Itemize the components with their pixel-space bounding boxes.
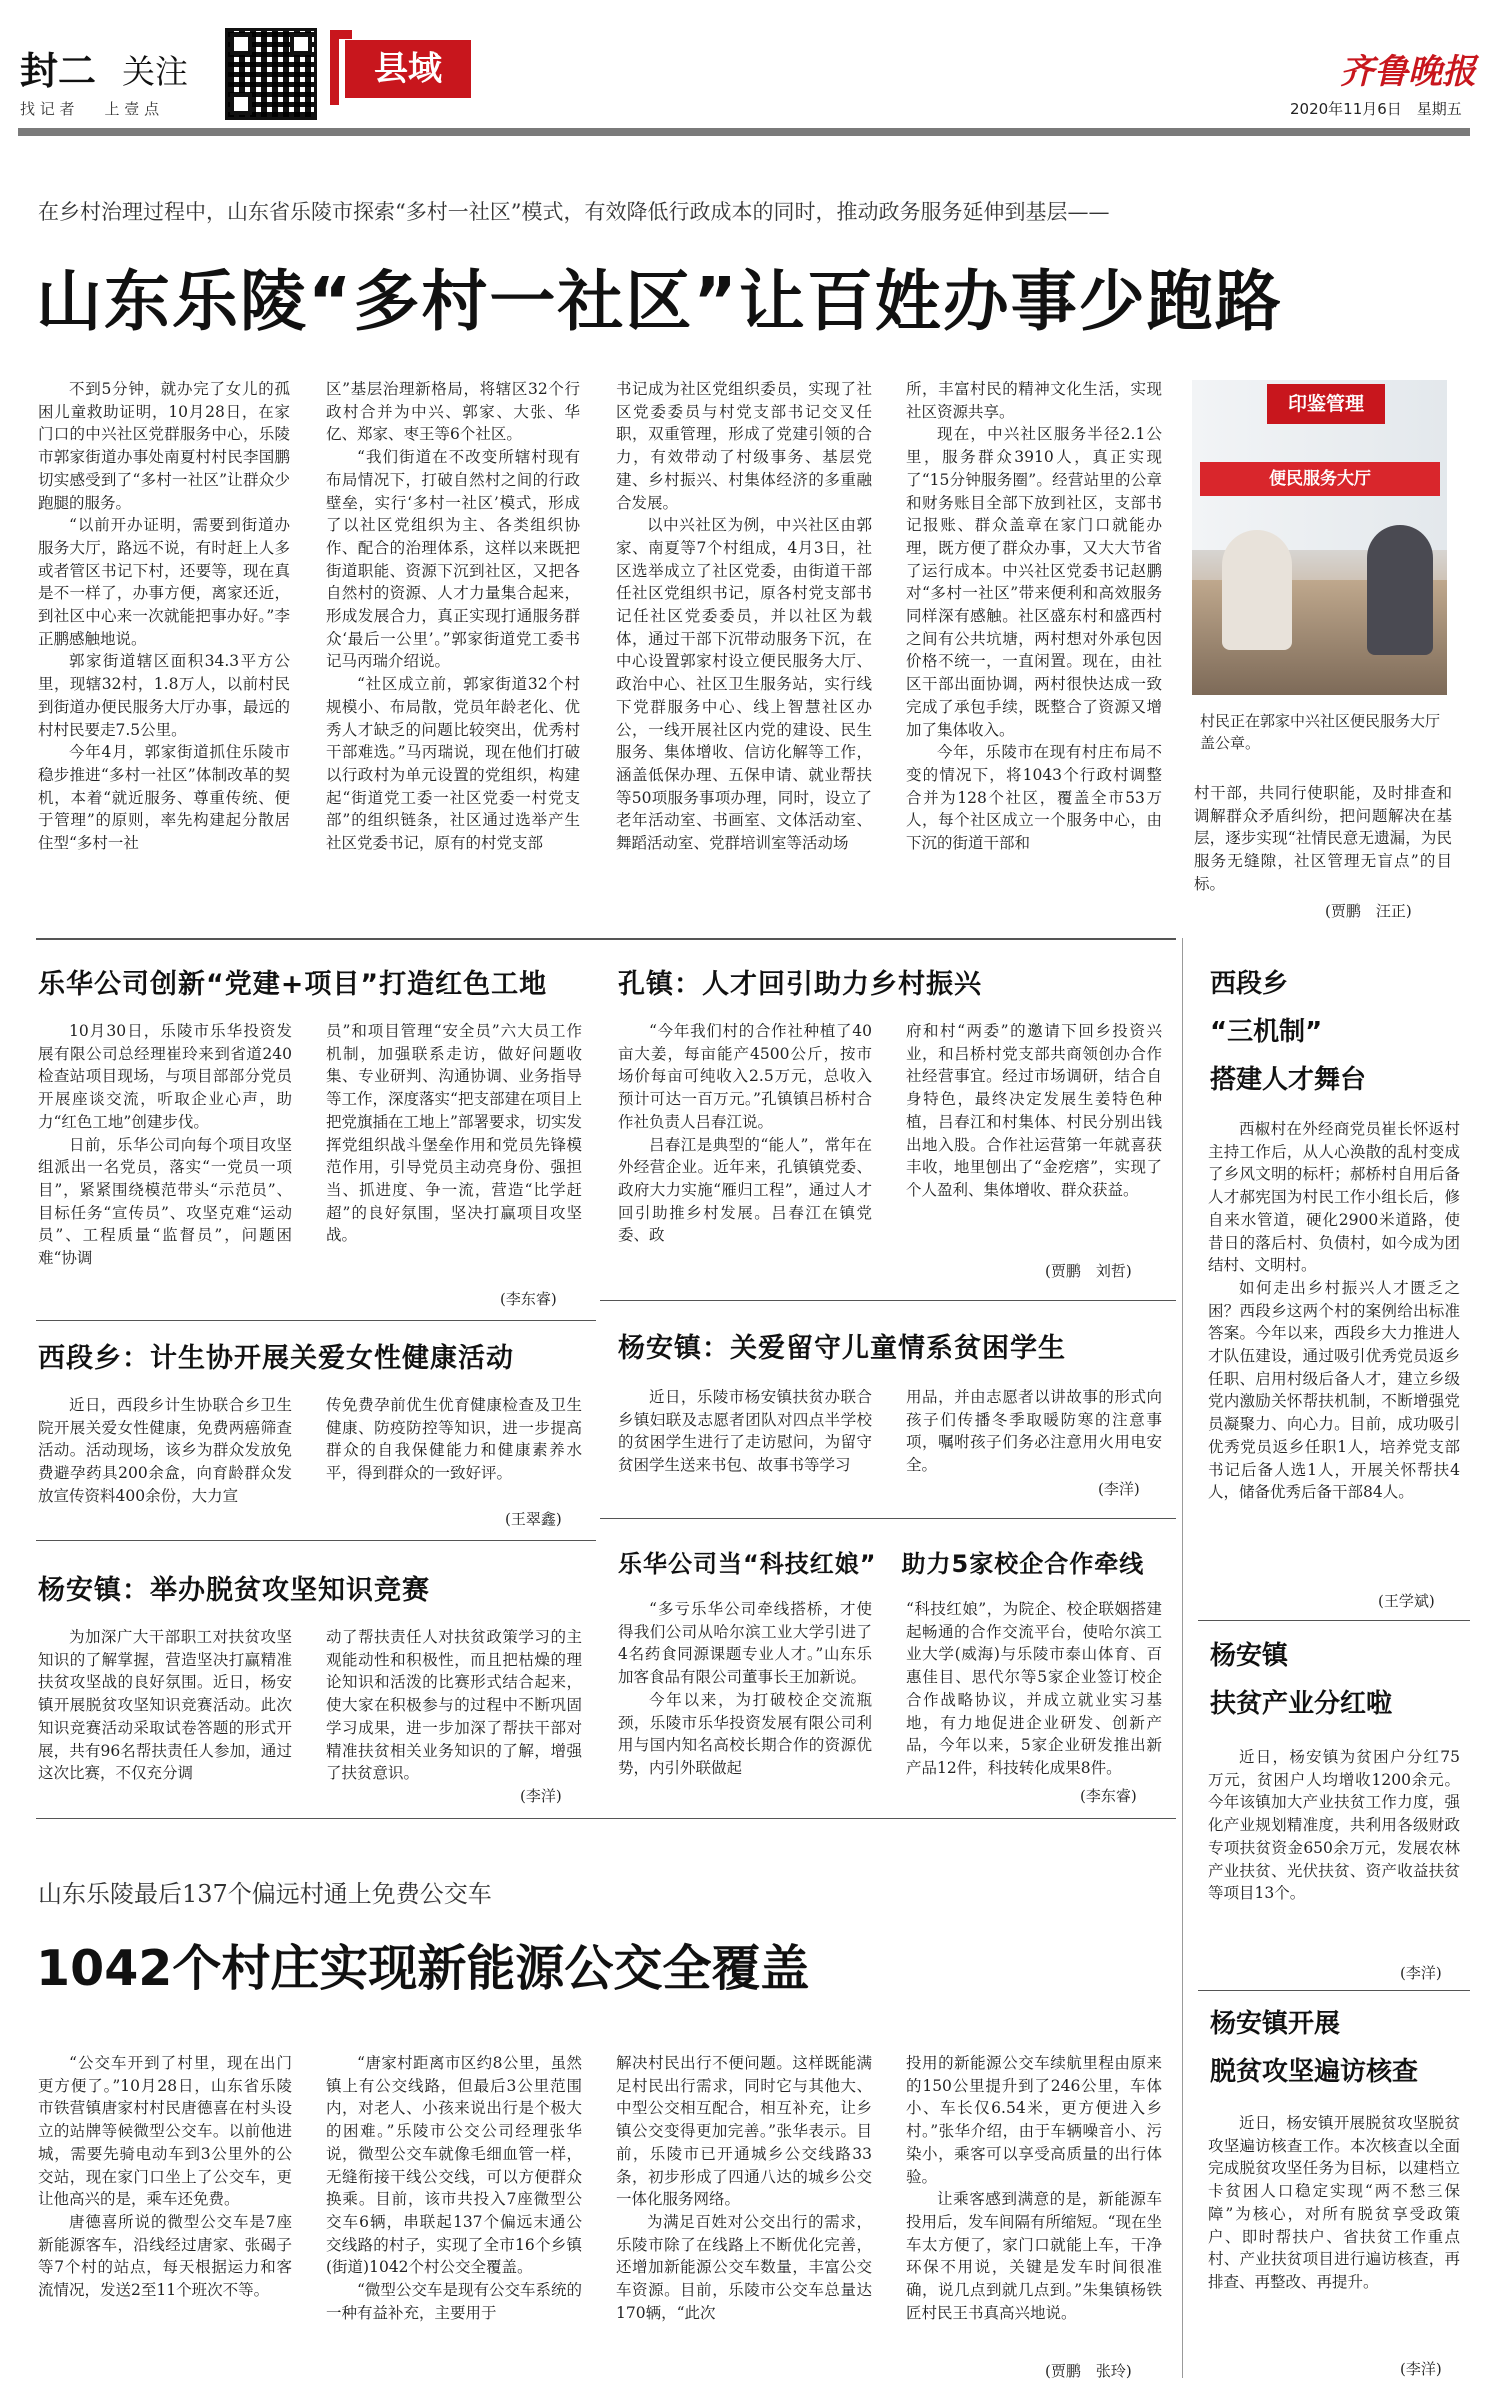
lead-column-1 [38,378,290,924]
lehua-tech-headline: 乐华公司当“科技红娘” 助力5家校企合作牵线 [618,1550,1145,1578]
paragraph: 西椒村在外经商党员崔长怀返村主持工作后，从人心涣散的乱村变成了乡风文明的标杆；郝桥村自用后备人才郝宪国为村民工作小组长后，修自来水管道，硬化2900米道路，使昔日的落后村、负债村，如今成为团结村、文明村。 [1208,1120,1460,1275]
yangan-children-column-2 [906,1386,1162,1478]
yangan-side2-headline [1210,2000,1470,2096]
paragraph: “微型公交车是现有公交车系统的一种有益补充，主要用于 [326,2281,582,2322]
divider [600,1300,1176,1301]
headline-line: 脱贫攻坚遍访核查 [1210,2057,1419,2087]
lehua-tech-byline: (李东睿) [1080,1787,1137,1805]
paragraph: 日前，乐华公司向每个项目攻坚组派出一名党员，落实“一党员一项目”，紧紧围绕模范带头“示范员”、目标任务“宣传员”、攻坚克难“运动员”、工程质量“监督员”，问题困难“协调 [38,1135,292,1268]
xiduan-side-body [1208,1118,1460,1590]
paragraph: 传免费孕前优生优育健康检查及卫生健康、防疫防控等知识，进一步提高群众的自我保健能力和健康素养水平，得到群众的一致好评。 [326,1396,582,1483]
xiduan-women-headline: 西段乡：计生协开展关爱女性健康活动 [38,1343,514,1374]
yangan-side1-body [1208,1746,1460,1962]
paragraph: “社区成立前，郭家街道32个村规模小、布局散，党员年龄老化、优秀人才缺乏的问题比较突出，优秀村干部难选。”马丙瑞说，现在他们打破以行政村为单元设置的党组织，构建起“街道党工委一社区党委一村党支部”的组织链条，社区通过选举产生社区党委书记，原有的村党支部 [326,675,580,853]
photo-person-left [1222,530,1292,650]
qr-code-icon [225,28,317,120]
paragraph: “公交车开到了村里，现在出门更方便了。”10月28日，山东省乐陵市铁营镇唐家村村民唐德喜在村头设立的站牌等候微型公交车。以前他进城，需要先骑电动车到3公里外的公交站，现在家门口坐上了公交车，更让他高兴的是，乘车还免费。 [38,2054,292,2209]
lead-photo [1192,380,1447,695]
side-column-divider [1182,938,1183,2378]
yangan-side1-headline [1210,1632,1470,1728]
divider [600,1518,1176,1519]
divider [36,1540,596,1541]
headline-line: “三机制” [1210,1017,1323,1047]
yangan-quiz-headline: 杨安镇：举办脱贫攻坚知识竞赛 [38,1575,430,1606]
contact-text: 找 记 者 上 壹 点 [20,100,160,118]
paragraph: 今年，乐陵市在现有村庄布局不变的情况下，将1043个行政村调整合并为128个社区，覆盖全市53万人，每个社区成立一个服务中心，由下沉的街道干部和 [906,743,1162,853]
paragraph: 所，丰富村民的精神文化生活，实现社区资源共享。 [906,380,1162,421]
divider [36,1818,1176,1819]
divider [36,1320,596,1321]
newspaper-logo: 齐鲁晚报 [1340,52,1476,92]
paragraph: 为满足百姓对公交出行的需求，乐陵市除了在线路上不断优化完善，还增加新能源公交车数量，丰富公交车资源。目前，乐陵市公交车总量达170辆，“此次 [616,2212,872,2322]
lehua-tech-column-2 [906,1598,1162,1782]
paragraph: 现在，中兴社区服务半径2.1公里，服务群众3910人，真正实现了“15分钟服务圈”。经营站里的公章和财务账目全部下放到社区，支部书记报账、群众盖章在家门口就能办理，既方便了群众办事，又大大节省了运行成本。中兴社区党委书记赵鹏对“多村一社区”带来便利和高效服务同样深有感触。社区盛东村和盛西村之间有公共坑塘，两村想对外承包因价格不统一，一直闲置。现在，由社区干部出面协调，两村很快达成一致完成了承包手续，既整合了资源又增加了集体收入。 [906,425,1162,739]
paragraph: “我们街道在不改变所辖村现有布局情况下，打破自然村之间的行政壁垒，实行‘多村一社区’模式，形成了以社区党组织为主、各类组织协作、配合的治理体系，这样以来既把街道职能、资源下沉到社区，又把各自然村的资源、人才力量集合起来，形成发展合力，真正实现打通服务群众‘最后一公里’。”郭家街道党工委书记马丙瑞介绍说。 [326,448,580,671]
lead-byline: (贾鹏 汪正) [1325,902,1412,920]
lead-headline: 山东乐陵“多村一社区”让百姓办事少跑路 [36,263,1283,340]
xiduan-women-byline: (王翠鑫) [505,1510,562,1528]
divider [1198,1990,1470,1991]
paragraph: “唐家村距离市区约8公里，虽然镇上有公交线路，但最后3公里范围内，对老人、小孩来说出行是个极大的困难。”乐陵市公交公司经理张华说，微型公交车就像毛细血管一样，无缝衔接干线公交线，可以方便群众换乘。目前，该市共投入7座微型公交车6辆，串联起137个偏远末通公交线路的村子，实现了全市16个乡镇(街道)1042个村公交全覆盖。 [326,2054,582,2277]
lead-column-2 [326,378,580,924]
bus-byline: (贾鹏 张玲) [1045,2362,1132,2380]
paragraph: “以前开办证明，需要到街道办服务大厅，路远不说，有时赶上人多或者管区书记下村，还要等，现在真是不一样了，办事方便，离家还近，到社区中心来一次就能把事办好。”李正鹏感触地说。 [38,516,290,648]
paragraph: 用品，并由志愿者以讲故事的形式向孩子们传播冬季取暖防寒的注意事项，嘱咐孩子们务必注意用火用电安全。 [906,1388,1162,1475]
photo-banner-text: 便民服务大厅 [1269,469,1371,489]
paragraph: 区”基层治理新格局，将辖区32个行政村合并为中兴、郭家、大张、华亿、郑家、枣王等6个社区。 [326,380,580,444]
lead-column-5 [1194,782,1452,900]
paragraph: 吕春江是典型的“能人”，常年在外经营企业。近年来，孔镇镇党委、政府大力实施“雁归工程”，通过人才回引助推乡村发展。吕春江在镇党委、政 [618,1135,872,1245]
paragraph: 今年4月，郭家街道抓住乐陵市稳步推进“多村一社区”体制改革的契机，本着“就近服务、尊重传统、便于管理”的原则，率先构建起分散居住型“多村一社 [38,743,290,853]
lead-column-3 [616,378,872,924]
paragraph: 10月30日，乐陵市乐华投资发展有限公司总经理崔玲来到省道240检查站项目现场，与项目部部分党员开展座谈交流，听取企业心声，助力“红色工地”创建步伐。 [38,1022,292,1131]
paragraph: 动了帮扶责任人对扶贫政策学习的主观能动性和积极性，而且把枯燥的理论知识和活泼的比赛形式结合起来，使大家在积极参与的过程中不断巩固学习成果，进一步加深了帮扶干部对精准扶贫相关业务知识的了解，增强了扶贫意识。 [326,1628,582,1783]
paragraph: 投用的新能源公交车续航里程由原来的150公里提升到了246公里，车体小、车长仅6.54米，更方便进入乡村。”张华介绍，由于车辆噪音小、污染小，乘客可以享受高质量的出行体验。 [906,2054,1162,2186]
paragraph: 郭家街道辖区面积34.3平方公里，现辖32村，1.8万人，以前村民到街道办便民服务大厅办事，最远的村村民要走7.5公里。 [38,652,290,739]
paragraph: 员”和项目管理“安全员”六大员工作机制，加强联系走访，做好问题收集、专业研判、沟通协调、业务指导等工作，深度落实“把支部建在项目上把党旗插在工地上”部署要求，切实发挥党组织战斗堡垒作用和党员先锋模范作用，引导党员主动亮身份、强担当、抓进度、争一流，营造“比学赶超”的良好氛围，坚决打赢项目攻坚战。 [326,1022,582,1245]
masthead [0,0,1488,150]
yangan-children-byline: (李洋) [1098,1480,1140,1498]
yangan-side2-byline: (李洋) [1400,2360,1442,2378]
paragraph: 唐德喜所说的微型公交车是7座新能源客车，沿线经过唐家、张碣子等7个村的站点，每天根据运力和客流情况，发送2至11个班次不等。 [38,2212,292,2300]
bus-headline: 1042个村庄实现新能源公交全覆盖 [36,1940,810,1997]
bus-column-3 [616,2052,872,2382]
divider [36,938,1176,940]
paragraph: 村干部，共同行使职能，及时排查和调解群众矛盾纠纷，把问题解决在基层，逐步实现“社情民意无遗漏，为民服务无缝隙，社区管理无盲点”的目标。 [1194,784,1452,893]
paragraph: 今年以来，为打破校企交流瓶颈，乐陵市乐华投资发展有限公司利用与国内知名高校长期合作的资源优势，内引外联做起 [618,1690,872,1777]
lead-column-4 [906,378,1162,924]
lehua-tech-column-1 [618,1598,872,1806]
lehua-column-1 [38,1020,292,1318]
kongzhen-column-2 [906,1020,1162,1270]
photo-banner [1200,462,1440,496]
headline-line: 杨安镇 [1210,1641,1289,1671]
divider [1198,1620,1470,1621]
yangan-children-headline: 杨安镇：关爱留守儿童情系贫困学生 [618,1333,1066,1364]
paragraph: 书记成为社区党组织委员，实现了社区党委委员与村党支部书记交叉任职，双重管理，形成了党建引领的合力，有效带动了村级事务、基层党建、乡村振兴、村集体经济的多重融合发展。 [616,380,872,512]
photo-sign [1267,384,1385,424]
paragraph: 为加深广大干部职工对扶贫攻坚知识的了解掌握，营造坚决打赢精准扶贫攻坚战的良好氛围。近日，杨安镇开展脱贫攻坚知识竞赛活动。此次知识竞赛活动采取试卷答题的形式开展，共有96名帮扶责任人参加，通过这次比赛，不仅充分调 [38,1628,292,1783]
headline-line: 扶贫产业分红啦 [1210,1689,1393,1719]
section-label: 关注 [122,52,188,91]
issue-date: 2020年11月6日 星期五 [1290,100,1462,118]
yangan-quiz-column-2 [326,1626,582,1786]
kongzhen-byline: (贾鹏 刘哲) [1045,1262,1132,1280]
headline-line: 杨安镇开展 [1210,2009,1341,2039]
xiduan-women-column-1 [38,1394,292,1530]
lead-kicker: 在乡村治理过程中，山东省乐陵市探索“多村一社区”模式，有效降低行政成本的同时，推动政务服务延伸到基层—— [38,200,1110,224]
bus-kicker: 山东乐陵最后137个偏远村通上免费公交车 [38,1880,492,1908]
paragraph: “今年我们村的合作社种植了40亩大姜，每亩能产4500公斤，按市场价每亩可纯收入2.5万元，总收入预计可达一百万元。”孔镇镇吕桥村合作社负责人吕春江说。 [618,1022,872,1131]
header-rule [18,128,1470,136]
xiduan-side-byline: (王学斌) [1378,1592,1435,1610]
yangan-side1-byline: (李洋) [1400,1964,1442,1982]
paragraph: 以中兴社区为例，中兴社区由郭家、南夏等7个村组成，4月3日，社区选举成立了社区党委，由街道干部任社区党组织书记，原各村党支部书记任社区党委委员，并以社区为载体，通过干部下沉带动服务下沉，在中心设置郭家村设立便民服务大厅、政治中心、社区卫生服务站，实行线下党群服务中心、线上智慧社区办公，一线开展社区内党的建设、民生服务、集体增收、信访化解等工作，涵盖低保办理、五保申请、就业帮扶等50项服务事项办理，同时，设立了老年活动室、书画室、文体活动室、舞蹈活动室、党群培训室等活动场 [616,516,872,853]
yangan-side2-body [1208,2112,1460,2362]
headline-line: 西段乡 [1210,969,1289,999]
column-tag: 县域 [345,40,471,98]
headline-line: 搭建人才舞台 [1210,1065,1367,1095]
bus-column-4 [906,2052,1162,2362]
lehua-column-2 [326,1020,582,1318]
yangan-children-column-1 [618,1386,872,1500]
paragraph: 近日，杨安镇开展脱贫攻坚脱贫攻坚遍访核查工作。本次核查以全面完成脱贫攻坚任务为目标，以建档立卡贫困人口稳定实现“两不愁三保障”为核心，对所有脱贫享受政策户、即时帮扶户、省扶贫工作重点村、产业扶贫项目进行遍访核查，再排查、再整改、再提升。 [1208,2114,1460,2291]
xiduan-side-headline [1210,960,1470,1104]
paragraph: “科技红娘”，为院企、校企联姻搭建起畅通的合作交流平台，使哈尔滨工业大学(威海)与乐陵市泰山体育、百惠佳目、思代尔等5家企业签订校企合作战略协议，并成立就业实习基地，有力地促进企业研发、创新产品，今年以来，5家企业研发推出新产品12件，科技转化成果8件。 [906,1600,1162,1777]
kongzhen-column-1 [618,1020,872,1300]
photo-person-right [1367,525,1433,655]
photo-sign-text: 印鉴管理 [1287,393,1364,415]
paragraph: 让乘客感到满意的是，新能源车投用后，发车间隔有所缩短。“现在坐车太方便了，家门口就能上车，干净环保不用说，关键是发车时间很准确，说几点到就几点到。”朱集镇杨铁匠村民王书真高兴地说。 [906,2190,1162,2322]
photo-caption: 村民正在郭家中兴社区便民服务大厅盖公章。 [1200,712,1441,752]
lehua-headline: 乐华公司创新“党建+项目”打造红色工地 [38,969,548,1000]
yangan-quiz-byline: (李洋) [520,1787,562,1805]
paragraph: “多亏乐华公司牵线搭桥，才使得我们公司从哈尔滨工业大学引进了4名药食同源课题专业人才。”山东乐加客食品有限公司董事长王加新说。 [618,1600,872,1687]
paragraph: 府和村“两委”的邀请下回乡投资兴业，和吕桥村党支部共商领创办合作社经营事宜。经过市场调研，结合自身特色，最终决定发展生姜特色种植，吕春江和村集体、村民分别出钱出地入股。合作社运营第一年就喜获丰收，地里刨出了“金疙瘩”，实现了个人盈利、集体增收、群众获益。 [906,1022,1162,1199]
paragraph: 如何走出乡村振兴人才匮乏之困？西段乡这两个村的案例给出标准答案。今年以来，西段乡大力推进人才队伍建设，通过吸引优秀党员返乡任职、启用村级后备人才，建立乡级党内激励关怀帮扶机制，不断增强党员凝聚力、向心力。目前，成功吸引优秀党员返乡任职1人，培养党支部书记后备人选1人，开展关怀帮扶4人，储备优秀后备干部84人。 [1208,1278,1460,1502]
lehua-byline: (李东睿) [500,1290,557,1308]
kongzhen-headline: 孔镇：人才回引助力乡村振兴 [618,969,982,1000]
paragraph: 不到5分钟，就办完了女儿的孤困儿童救助证明，10月28日，在家门口的中兴社区党群服务中心，乐陵市郭家街道办事处南夏村村民李国鹏切实感受到了“多村一社区”让群众少跑腿的服务。 [38,380,290,512]
paragraph: 近日，西段乡计生协联合乡卫生院开展关爱女性健康，免费两癌筛查活动。活动现场，该乡为群众发放免费避孕药具200余盒，向育龄群众发放宣传资料400余份，大力宣 [38,1396,292,1505]
bus-column-2 [326,2052,582,2382]
page-label: 封二 [20,49,97,93]
yangan-quiz-column-1 [38,1626,292,1810]
paragraph: 解决村民出行不便问题。这样既能满足村民出行需求，同时它与其他大、中型公交相互配合，相互补充，让乡镇公交变得更加完善。”张华表示。目前，乐陵市已开通城乡公交线路33条，初步形成了四通八达的城乡公交一体化服务网络。 [616,2054,872,2209]
paragraph: 近日，乐陵市杨安镇扶贫办联合乡镇妇联及志愿者团队对四点半学校的贫困学生进行了走访慰问，为留守贫困学生送来书包、故事书等学习 [618,1388,872,1475]
bus-column-1 [38,2052,292,2382]
paragraph: 近日，杨安镇为贫困户分红75万元，贫困户人均增收1200余元。今年该镇加大产业扶贫工作力度，强化产业规划精准度，共利用各级财政专项扶贫资金650余万元，发展农林产业扶贫、光伏扶贫、资产收益扶贫等项目13个。 [1208,1748,1460,1903]
xiduan-women-column-2 [326,1394,582,1506]
